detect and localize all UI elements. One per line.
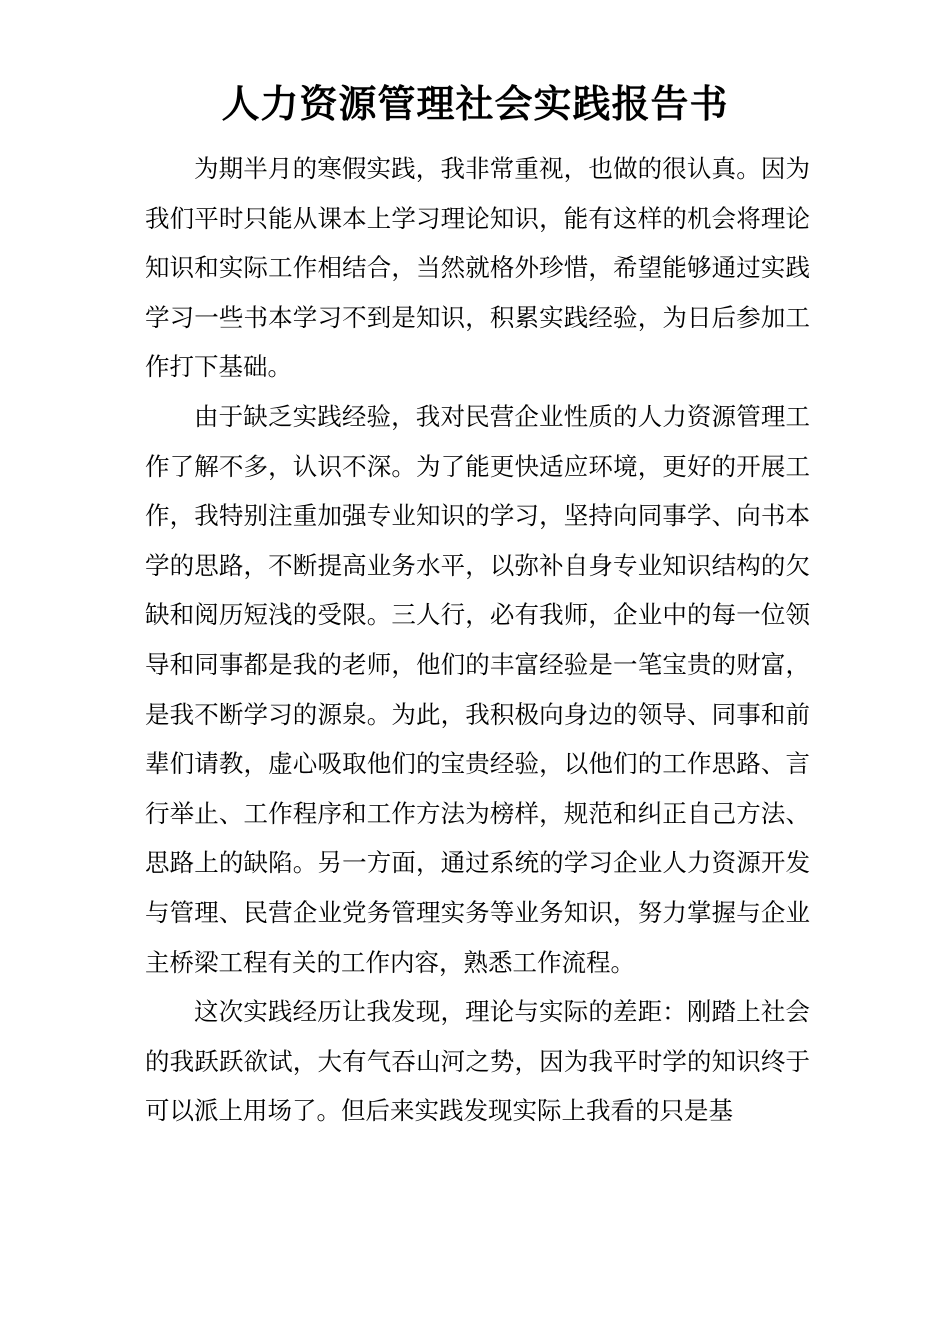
document-body — [145, 144, 810, 1136]
paragraph-3: 这次实践经历让我发现，理论与实际的差距：刚踏上社会的我跃跃欲试，大有气吞山河之势，因为我平时学的知识终于可以派上用场了。但后来实践发现实际上我看的只是基 — [145, 997, 810, 1126]
paragraph-1: 为期半月的寒假实践，我非常重视，也做的很认真。因为我们平时只能从课本上学习理论知识，能有这样的机会将理论知识和实际工作相结合，当然就格外珍惜，希望能够通过实践学习一些书本学习不到是知识，积累实践经验，为日后参加工作打下基础。 — [145, 154, 810, 382]
paragraph-2: 由于缺乏实践经验，我对民营企业性质的人力资源管理工作了解不多，认识不深。为了能更快适应环境，更好的开展工作，我特别注重加强专业知识的学习，坚持向同事学、向书本学的思路，不断提高业务水平，以弥补自身专业知识结构的欠缺和阅历短浅的受限。三人行，必有我师，企业中的每一位领导和同事都是我的老师，他们的丰富经验是一笔宝贵的财富，是我不断学习的源泉。为此，我积极向身边的领导、同事和前辈们请教，虚心吸取他们的宝贵经验，以他们的工作思路、言行举止、工作程序和工作方法为榜样，规范和纠正自己方法、思路上的缺陷。另一方面，通过系统的学习企业人力资源开发与管理、民营企业党务管理实务等业务知识，努力掌握与企业主桥梁工程有关的工作内容，熟悉工作流程。 — [145, 401, 810, 977]
document-title: 人力资源管理社会实践报告书 — [221, 81, 729, 126]
